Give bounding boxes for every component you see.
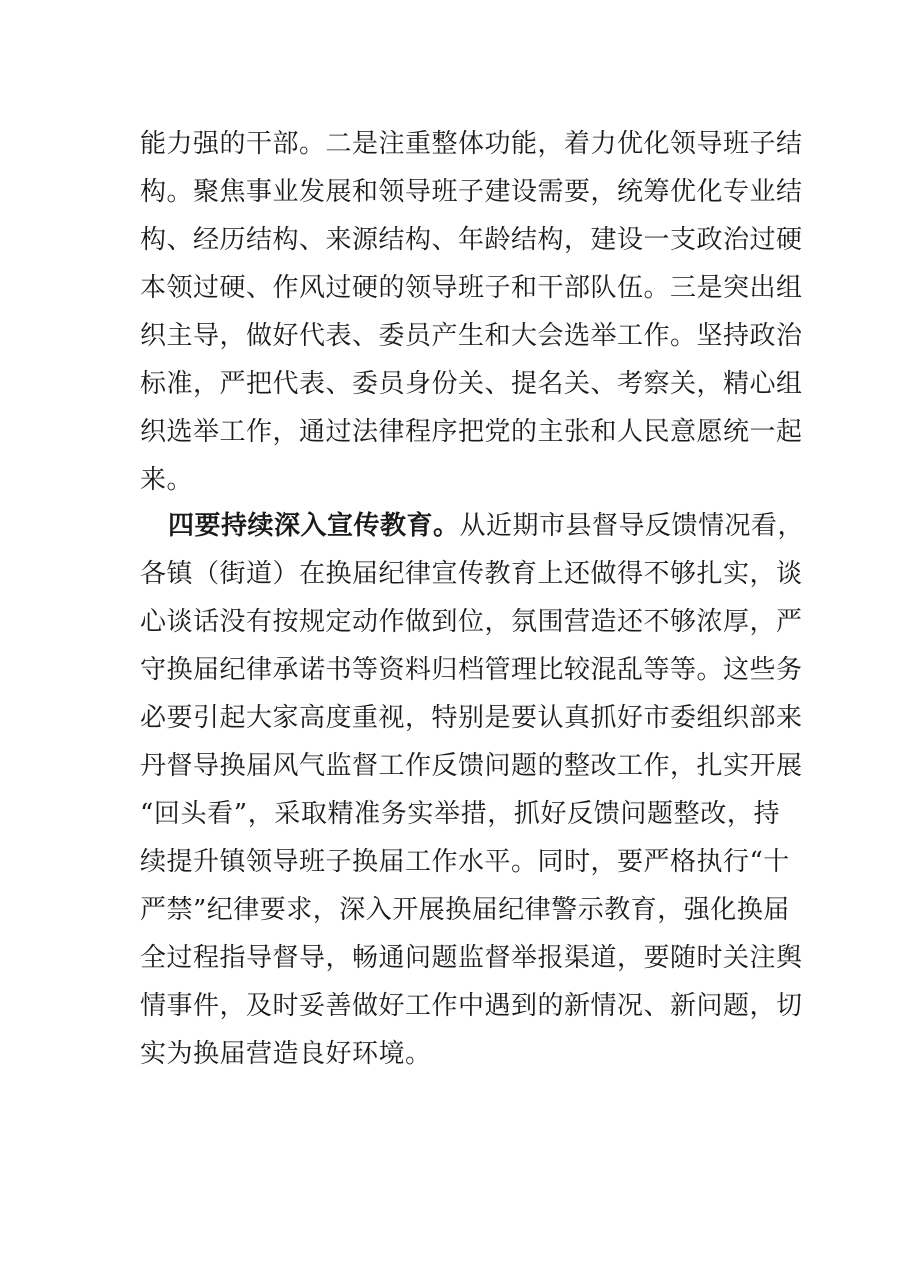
paragraph-first-line: [140, 502, 805, 550]
paragraph-1: [140, 120, 803, 504]
paragraph-line: 严禁”纪律要求，深入开展换届纪律警示教育，强化换届: [140, 895, 790, 925]
paragraph-line: 构、经历结构、来源结构、年龄结构，建设一支政治过硬: [140, 225, 803, 255]
paragraph-line: 续提升镇领导班子换届工作水平。同时，要严格执行“十: [140, 847, 790, 877]
paragraph-line: 本领过硬、作风过硬的领导班子和干部队伍。三是突出组: [140, 273, 803, 303]
paragraph-line: 守换届纪律承诺书等资料归档管理比较混乱等等。这些务: [140, 655, 803, 685]
paragraph-2: [140, 502, 805, 1078]
paragraph-line: 必要引起大家高度重视，特别是要认真抓好市委组织部来: [140, 703, 803, 733]
paragraph-line: 能力强的干部。二是注重整体功能，着力优化领导班子结: [140, 129, 803, 159]
paragraph-line: 各镇（街道）在换届纪律宣传教育上还做得不够扎实，谈: [140, 559, 803, 589]
paragraph-line: 丹督导换届风气监督工作反馈问题的整改工作，扎实开展: [140, 751, 803, 781]
paragraph-line: 实为换届营造良好环境。: [140, 1039, 432, 1069]
paragraph-line: “回头看”，采取精准务实举措，抓好反馈问题整改，持: [140, 799, 780, 829]
paragraph-line: 心谈话没有按规定动作做到位，氛围营造还不够浓厚，严: [140, 607, 803, 637]
paragraph-line: 织选举工作，通过法律程序把党的主张和人民意愿统一起: [140, 417, 803, 447]
paragraph-line: 全过程指导督导，畅通问题监督举报渠道，要随时关注舆: [140, 943, 803, 973]
paragraph-line: 情事件，及时妥善做好工作中遇到的新情况、新问题，切: [140, 991, 803, 1021]
paragraph-line: 标准，严把代表、委员身份关、提名关、考察关，精心组: [140, 369, 803, 399]
paragraph-line-rest: 从近期市县督导反馈情况看，: [459, 511, 805, 541]
section-heading: 四要持续深入宣传教育。: [168, 511, 460, 541]
paragraph-line: 织主导，做好代表、委员产生和大会选举工作。坚持政治: [140, 321, 803, 351]
paragraph-line: 构。聚焦事业发展和领导班子建设需要，统筹优化专业结: [140, 177, 803, 207]
paragraph-line: 来。: [140, 465, 194, 495]
